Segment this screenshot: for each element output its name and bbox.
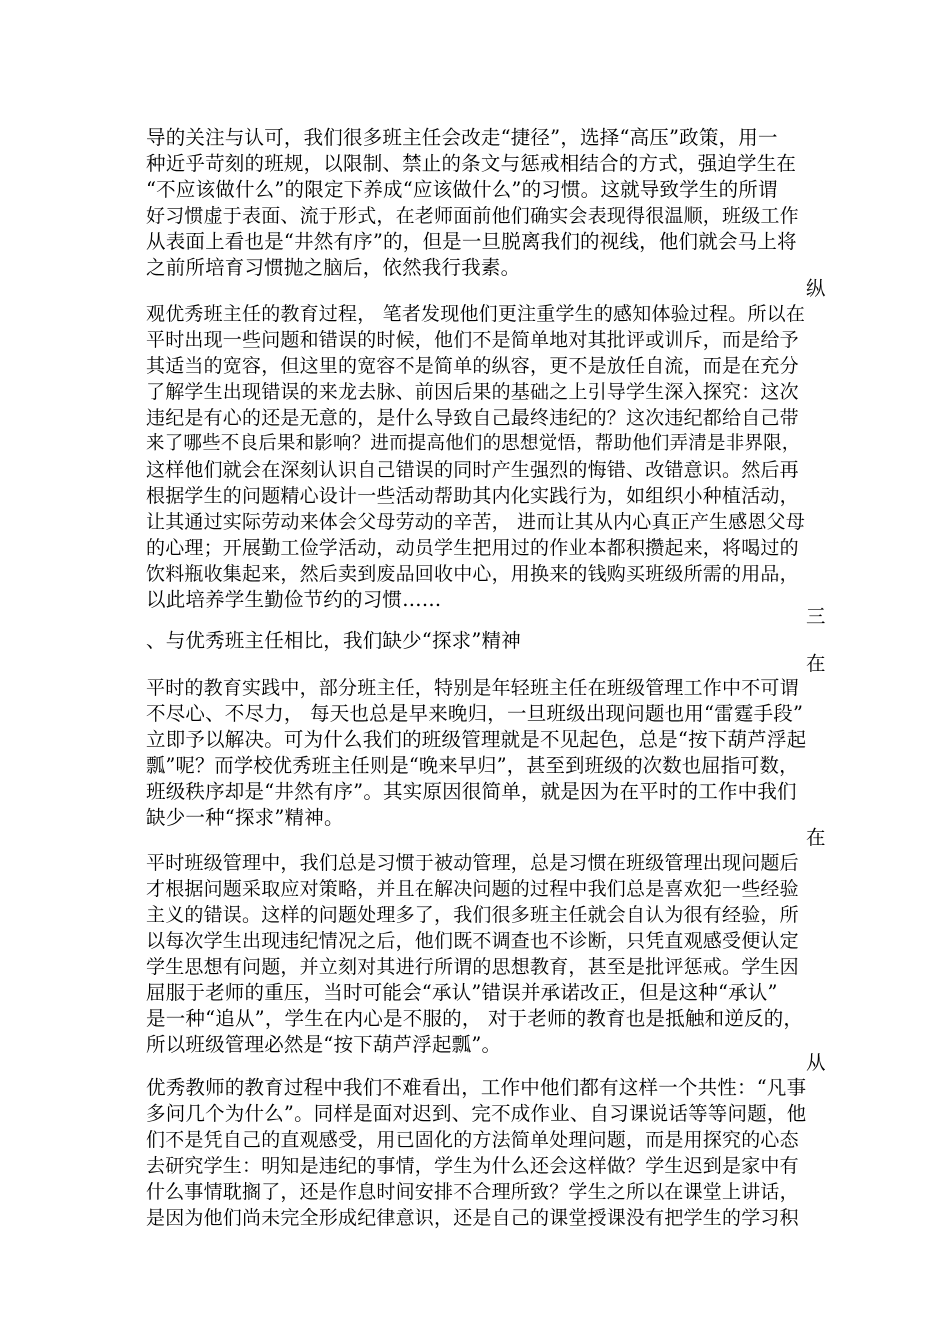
paragraph-start-char: 在 xyxy=(806,826,826,849)
paragraph-start-char: 在 xyxy=(806,652,826,675)
text-line: 立即予以解决。可为什么我们的班级管理就是不见起色，总是“按下葫芦浮起 xyxy=(146,728,807,751)
text-line: 这样他们就会在深刻认识自己错误的同时产生强烈的悔错、改错意识。然后再 xyxy=(146,459,799,481)
text-line: 是因为他们尚未完全形成纪律意识，还是自己的课堂授课没有把学生的学习积 xyxy=(146,1207,799,1229)
text-line: 们不是凭自己的直观感受，用已固化的方法简单处理问题，而是用探究的心态 xyxy=(146,1129,799,1151)
text-line: 根据学生的问题精心设计一些活动帮助其内化实践行为，如组织小种植活动， xyxy=(146,485,799,507)
text-line: 之前所培育习惯抛之脑后，依然我行我素。 xyxy=(146,256,521,279)
text-line: 平时的教育实践中，部分班主任，特别是年轻班主任在班级管理工作中不可谓 xyxy=(146,677,799,699)
text-line: 饮料瓶收集起来，然后卖到废品回收中心，用换来的钱购买班级所需的用品， xyxy=(146,563,799,585)
text-line: 种近乎苛刻的班规，以限制、禁止的条文与惩戒相结合的方式，强迫学生在 xyxy=(146,152,797,175)
text-line: 了解学生出现错误的来龙去脉、前因后果的基础之上引导学生深入探究：这次 xyxy=(146,381,799,403)
text-line: 瓢”呢？而学校优秀班主任则是“晚来早归”，甚至到班级的次数也屈指可数， xyxy=(146,754,799,777)
text-line: 其适当的宽容，但这里的宽容不是简单的纵容，更不是放任自流，而是在充分 xyxy=(146,355,799,377)
text-line: 以此培养学生勤俭节约的习惯…… xyxy=(146,588,442,611)
text-line: 才根据问题采取应对策略，并且在解决问题的过程中我们总是喜欢犯一些经验 xyxy=(146,878,799,900)
text-line: 屈服于老师的重压，当时可能会“承认”错误并承诺改正，但是这种“承认” xyxy=(146,981,778,1004)
text-line: 所以班级管理必然是“按下葫芦浮起瓢”。 xyxy=(146,1033,502,1056)
text-line: 是一种“追从”，学生在内心是不服的， 对于老师的教育也是抵触和逆反的， xyxy=(146,1007,804,1030)
text-line: 平时班级管理中，我们总是习惯于被动管理，总是习惯在班级管理出现问题后 xyxy=(146,852,799,874)
text-line: 让其通过实际劳动来体会父母劳动的辛苦， 进而让其从内心真正产生感恩父母 xyxy=(146,511,806,533)
text-line: “不应该做什么”的限定下养成“应该做什么”的习惯。这就导致学生的所谓 xyxy=(146,178,778,201)
text-line: 好习惯虚于表面、流于形式，在老师面前他们确实会表现得很温顺，班级工作 xyxy=(146,205,799,227)
text-line: 从表面上看也是“井然有序”的，但是一旦脱离我们的视线，他们就会马上将 xyxy=(146,230,797,253)
text-line: 多问几个为什么”。同样是面对迟到、完不成作业、自习课说话等等问题，他 xyxy=(146,1102,807,1125)
text-line: 违纪是有心的还是无意的，是什么导致自己最终违纪的？这次违纪都给自己带 xyxy=(146,407,799,429)
text-line: 不尽心、不尽力， 每天也总是早来晚归，一旦班级出现问题也用“雷霆手段” xyxy=(146,702,804,725)
text-line: 缺少一种“探求”精神。 xyxy=(146,806,344,829)
paragraph-start-char: 三 xyxy=(806,605,826,628)
text-line: 以每次学生出现违纪情况之后，他们既不调查也不诊断，只凭直观感受便认定 xyxy=(146,930,799,952)
text-line: 学生思想有问题，并立刻对其进行所谓的思想教育，甚至是批评惩戒。学生因 xyxy=(146,956,799,978)
text-line: 什么事情耽搁了，还是作息时间安排不合理所致？学生之所以在课堂上讲话， xyxy=(146,1181,799,1203)
section-heading: 、与优秀班主任相比，我们缺少“探求”精神 xyxy=(146,629,521,652)
text-line: 去研究学生：明知是违纪的事情，学生为什么还会这样做？学生迟到是家中有 xyxy=(146,1155,799,1177)
text-line: 的心理；开展勤工俭学活动，动员学生把用过的作业本都积攒起来，将喝过的 xyxy=(146,537,799,559)
paragraph-start-char: 纵 xyxy=(806,277,826,300)
text-line: 优秀教师的教育过程中我们不难看出，工作中他们都有这样一个共性：“凡事 xyxy=(146,1076,807,1099)
paragraph-start-char: 从 xyxy=(806,1051,826,1074)
text-line: 导的关注与认可，我们很多班主任会改走“捷径”，选择“高压”政策，用一 xyxy=(146,126,778,149)
text-line: 平时出现一些问题和错误的时候，他们不是简单地对其批评或训斥，而是给予 xyxy=(146,329,799,351)
text-line: 主义的错误。这样的问题处理多了，我们很多班主任就会自认为很有经验，所 xyxy=(146,904,799,926)
text-line: 来了哪些不良后果和影响？进而提高他们的思想觉悟，帮助他们弄清是非界限， xyxy=(146,433,801,454)
text-line: 观优秀班主任的教育过程， 笔者发现他们更注重学生的感知体验过程。所以在 xyxy=(146,303,806,325)
text-line: 班级秩序却是“井然有序”。其实原因很简单，就是因为在平时的工作中我们 xyxy=(146,780,797,803)
